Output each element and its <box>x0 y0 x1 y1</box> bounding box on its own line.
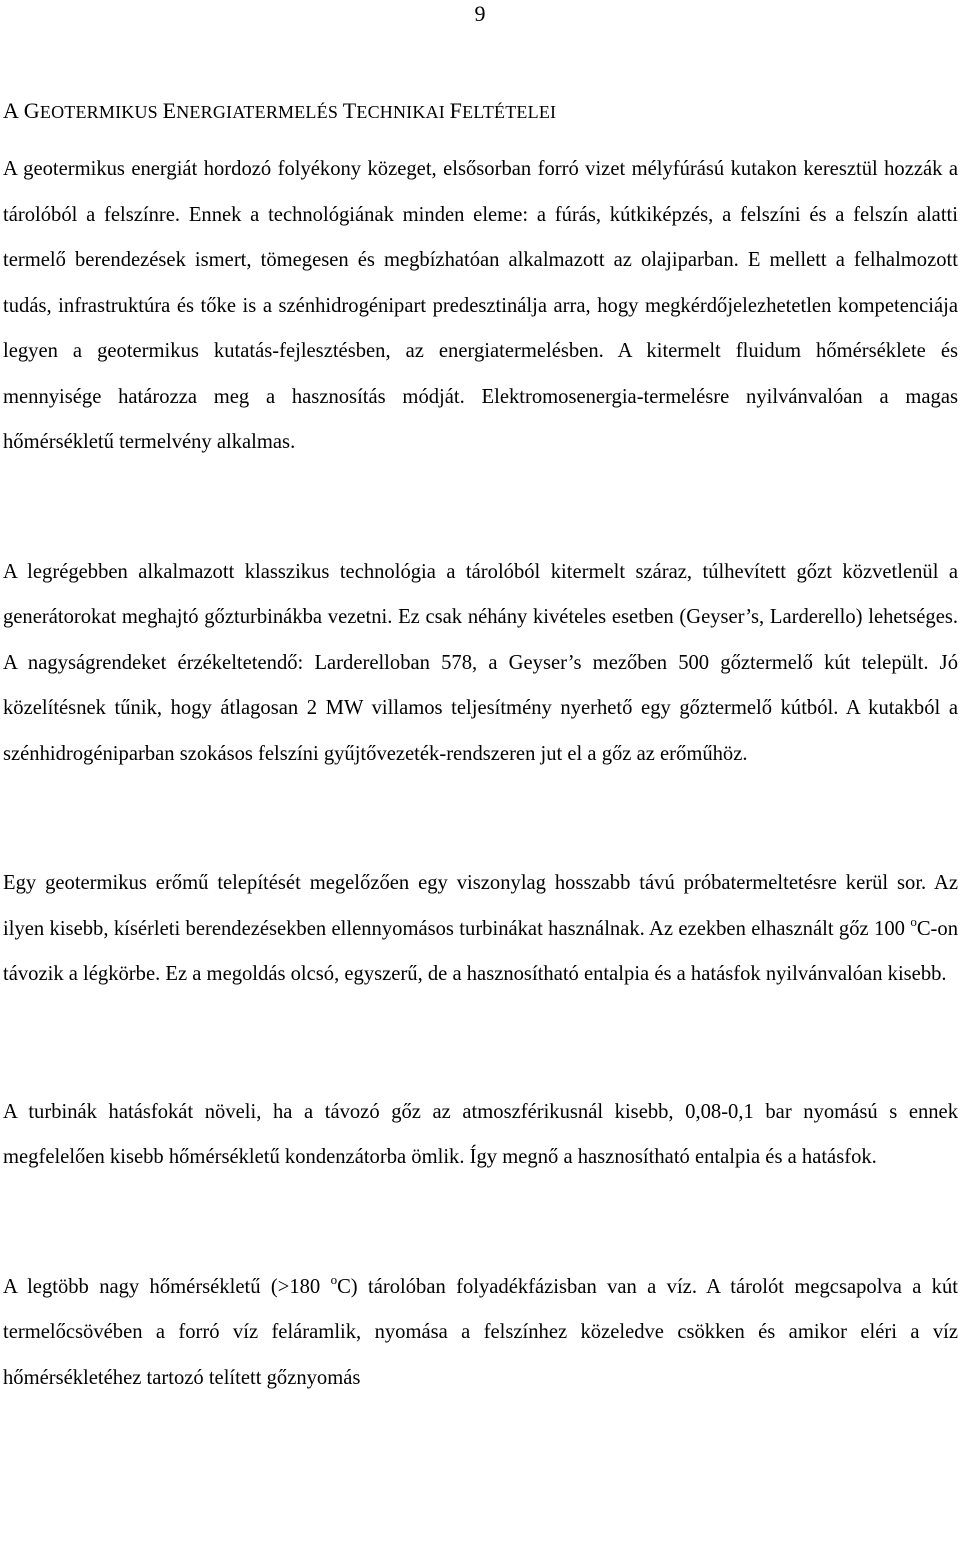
paragraph-spacer <box>3 998 958 1090</box>
paragraph-dry-steam-technology: A legrégebben alkalmazott klasszikus technológia a tárolóból kitermelt száraz, túlhevített gőzt közvetlenül a generátorokat meghajtó gőzturbinákba vezetni. Ez csak néhány kivételes esetben (Geyser’s, Larderello) lehetséges. A nagyságrendeket érzékeltetendő: Larderelloban 578, a Geyser’s mezőben 500 gőztermelő kút települt. Jó közelítésnek tűnik, hogy átlagosan 2 MW villamos teljesítmény nyerhető egy gőztermelő kútból. A kutakból a szénhidrogéniparban szokásos felszíni gyűjtővezeték-rendszeren jut el a gőz az erőműhöz. <box>3 560 958 765</box>
page-number: 9 <box>474 1 486 26</box>
page-body <box>3 96 958 1401</box>
section-title <box>3 96 958 127</box>
paragraph-geothermal-extraction: A geotermikus energiát hordozó folyékony közeget, elsősorban forró vizet mélyfúrású kutakon keresztül hozzák a tárolóból a felszínre. Ennek a technológiának minden eleme: a fúrás, kútkiképzés, a felszíni és a felszín alatti termelő berendezések ismert, tömegesen és megbízhatóan alkalmazott az olajiparban. E mellett a felhalmozott tudás, infrastruktúra és tőke is a szénhidrogénipart predesztinálja arra, hogy megkérdőjelezhetetlen kompetenciája legyen a geotermikus kutatás-fejlesztésben, az energiatermelésben. A kitermelt fluidum hőmérséklete és mennyisége határozza meg a hasznosítás módját. Elektromosenergia-termelésre nyilvánvalóan a magas hőmérsékletű termelvény alkalmas. <box>3 158 958 453</box>
paragraph-text: C) tárolóban folyadékfázisban van a víz. A tárolót megcsapolva a kút termelőcsövében a forró víz feláramlik, nyomása a felszínhez közeledve csökken és amikor eléri a víz hőmérsékletéhez tartozó telített gőznyomás <box>3 1275 958 1389</box>
paragraph-spacer <box>3 1181 958 1265</box>
paragraph-turbine-efficiency: A turbinák hatásfokát növeli, ha a távozó gőz az atmoszférikusnál kisebb, 0,08-0,1 bar nyomású s ennek megfelelően kisebb hőmérsékletű kondenzátorba ömlik. Így megnő a hasznosítható entalpia és a hatásfok. <box>3 1100 958 1168</box>
paragraph-liquid-phase-reservoir <box>3 1265 958 1402</box>
superscript-degree: o <box>330 1271 338 1287</box>
paragraph-text: A legtöbb nagy hőmérsékletű (>180 <box>3 1275 331 1298</box>
paragraph-spacer <box>3 466 958 550</box>
section-title-text: A GEOTERMIKUS ENERGIATERMELÉS TECHNIKAI FELTÉTELEI <box>3 98 557 123</box>
paragraph-text: C-on távozik a légkörbe. Ez a megoldás olcsó, egyszerű, de a hasznosítható entalpia és a hatásfok nyilvánvalóan kisebb. <box>3 917 958 985</box>
paragraph-spacer <box>3 777 958 861</box>
superscript-degree: o <box>910 913 917 929</box>
paragraph-text: Egy geotermikus erőmű telepítését megelőzően egy viszonylag hosszabb távú próbatermeltetésre kerül sor. Az ilyen kisebb, kísérleti berendezésekben ellennyomásos turbinákat használnak. Az ezekben elhasznált gőz 100 <box>3 872 958 940</box>
paragraph-trial-production <box>3 861 958 998</box>
